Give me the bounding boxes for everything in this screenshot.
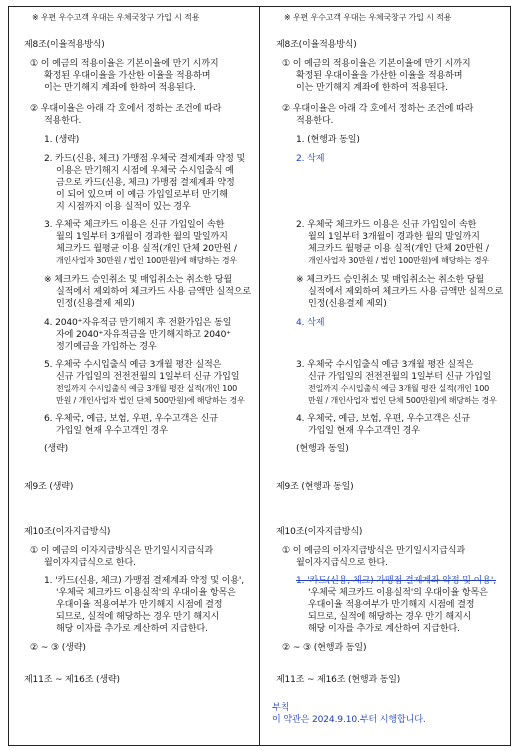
same-as-current: (현행과 동일): [296, 444, 349, 454]
item-5-line: 5. 우체국 수시입출식 예금 3개월 평잔 실적은: [44, 360, 222, 370]
art10-item-line: 되므로, 실적에 해당하는 경우 만기 해지시: [308, 612, 472, 622]
item-2-deleted: 2. 삭제: [296, 154, 325, 164]
addendum-text: 이 약관은 2024.9.10.부터 시행합니다.: [272, 715, 426, 725]
item-1: 1. (현행과 동일): [296, 135, 360, 145]
article-11-16: 제11조 ~ 제16조 (현행과 동일): [276, 675, 401, 685]
art10-para-1-line: ① 이 예금의 이자지급방식은 만기일시지급식과: [282, 546, 466, 556]
item-2-line: 지 시점까지 이용 실적이 있는 경우: [56, 202, 191, 212]
art10-item-line: '우체국 체크카드 이용실적'의 우대이율 항목은: [56, 588, 236, 598]
column-current: [8, 6, 260, 746]
art10-item-line: 해당 이자를 추가로 계산하여 지급한다.: [56, 624, 208, 634]
note-3-line: 실적에서 제외하여 체크카드 사용 금액만 실적으로: [308, 287, 504, 297]
article-9: 제9조 (생략): [24, 482, 74, 492]
para-1-line: 이는 만기해지 계좌에 한하여 적용된다.: [44, 83, 196, 93]
item-5-line: 신규 가입일의 전전전월의 1일부터 신규 가입일: [308, 372, 492, 382]
note-3-line: 실적에서 제외하여 체크카드 사용 금액만 실적으로: [56, 287, 252, 297]
art10-para-1-line: 월이자지급식으로 한다.: [296, 558, 388, 568]
item-3-line: 체크카드 월평균 이용 실적(개인 단체 20만원 /: [56, 244, 237, 254]
para-1-line: ① 이 예금의 적용이율은 기본이율에 만기 시까지: [282, 59, 471, 69]
para-1-line: 확정된 우대이율을 가산한 이율을 적용하며: [296, 71, 463, 81]
para-1-line: 이는 만기해지 계좌에 한하여 적용된다.: [296, 83, 448, 93]
article-9: 제9조 (현행과 동일): [276, 482, 354, 492]
item-6-line: 4. 우체국, 예금, 보험, 우편, 우수고객은 신규: [296, 414, 470, 424]
art10-item-line: 되므로, 실적에 해당하는 경우 만기 해지시: [56, 612, 220, 622]
top-note: ※ 우편 우수고객 우대는 우체국창구 가입 시 적용: [284, 13, 452, 22]
item-3-line: 개인사업자 30만원 / 법인 100만원)에 해당하는 경우: [56, 256, 237, 265]
note-3-line: ※ 체크카드 승인취소 및 매입취소는 취소한 당월: [296, 275, 484, 285]
document-page: [8, 6, 511, 746]
item-5-line: 만원 / 개인사업자 법인 단체 500만원)에 해당하는 경우: [56, 396, 245, 405]
item-6-line: 가입일 현재 우수고객인 경우: [308, 426, 420, 436]
item-2-line: 2. 카드(신용, 체크) 가맹점 우체국 결제계좌 약정 및: [44, 154, 246, 164]
item-6-line: 가입일 현재 우수고객인 경우: [56, 426, 168, 436]
art10-item-line: 해당 이자를 추가로 계산하여 지급한다.: [308, 624, 460, 634]
item-5-line: 만원 / 개인사업자 법인 단체 500만원)에 해당하는 경우: [308, 396, 497, 405]
top-note: ※ 우편 우수고객 우대는 우체국창구 가입 시 적용: [32, 13, 200, 22]
item-3-line: 월의 1일부터 3개월이 경과한 월의 말일까지: [308, 232, 480, 242]
note-3-line: 인정(신용결제 제외): [56, 299, 135, 309]
para-2-line: ② 우대이율은 아래 각 호에서 정하는 조건에 따라: [282, 104, 474, 114]
item-5-line: 전일까지 수시입출식 예금 3개월 평잔 실적(개인 100: [308, 384, 490, 393]
art10-para-2-3: ② ~ ③ (현행과 동일): [282, 643, 367, 653]
art10-para-1-line: 월이자지급식으로 한다.: [44, 558, 136, 568]
art10-para-1-line: ① 이 예금의 이자지급방식은 만기일시지급식과: [30, 546, 214, 556]
para-2-line: ② 우대이율은 아래 각 호에서 정하는 조건에 따라: [30, 104, 222, 114]
item-2-line: 이용은 만기해지 시점에 우체국 수시입출식 예: [56, 166, 234, 176]
item-1: 1. (생략): [44, 135, 80, 145]
article-11-16: 제11조 ~ 제16조 (생략): [24, 675, 120, 685]
item-5-line: 3. 우체국 수시입출식 예금 3개월 평잔 실적은: [296, 360, 474, 370]
art10-item-line: 우대이율 적용여부가 만기해지 시점에 결정: [308, 600, 475, 610]
art10-item-line: '우체국 체크카드 이용실적'의 우대이율 항목은: [308, 588, 488, 598]
item-5-line: 신규 가입일의 전전전월의 1일부터 신규 가입일: [56, 372, 240, 382]
para-1-line: ① 이 예금의 적용이율은 기본이율에 만기 시까지: [30, 59, 219, 69]
item-3-line: 월의 1일부터 3개월이 경과한 월의 말일까지: [56, 232, 228, 242]
omitted-text: (생략): [44, 444, 69, 454]
column-revised: [260, 6, 511, 746]
item-3-line: 2. 우체국 체크카드 이용은 신규 가입일이 속한: [296, 220, 477, 230]
item-2-line: 금으로 카드(신용, 체크) 가맹점 결제계좌 약정: [56, 178, 235, 188]
item-4-deleted: 4. 삭제: [296, 318, 325, 328]
art10-item-line: 1. '카드(신용, 체크) 가맹점 결제계좌 약정 및 이용',: [44, 576, 244, 586]
item-3-line: 개인사업자 30만원 / 법인 100만원)에 해당하는 경우: [308, 256, 489, 265]
art10-para-2-3: ② ~ ③ (생략): [30, 643, 86, 653]
note-3-line: ※ 체크카드 승인취소 및 매입취소는 취소한 당월: [44, 275, 232, 285]
item-4-line: 정기예금을 가입하는 경우: [56, 342, 157, 352]
item-3-line: 3. 우체국 체크카드 이용은 신규 가입일이 속한: [44, 220, 225, 230]
item-3-line: 체크카드 월평균 이용 실적(개인 단체 20만원 /: [308, 244, 489, 254]
para-2-line: 적용한다.: [296, 116, 334, 126]
para-1-line: 확정된 우대이율을 가산한 이율을 적용하며: [44, 71, 211, 81]
item-5-line: 전일까지 수시입출식 예금 3개월 평잔 실적(개인 100: [56, 384, 238, 393]
note-3-line: 인정(신용결제 제외): [308, 299, 387, 309]
article-8-title: 제8조(이율적용방식): [24, 40, 105, 50]
article-8-title: 제8조(이율적용방식): [276, 40, 357, 50]
item-4-line: 자에 2040⁺자유적금을 만기해지하고 2040⁺: [56, 330, 231, 340]
article-10-title: 제10조(이자지급방식): [24, 527, 111, 537]
item-4-line: 4. 2040⁺자유적금 만기해지 후 전환가입은 동일: [44, 318, 232, 328]
item-6-line: 6. 우체국, 예금, 보험, 우편, 우수고객은 신규: [44, 414, 218, 424]
art10-item-line: 우대이율 적용여부가 만기해지 시점에 결정: [56, 600, 223, 610]
addendum-title: 부칙: [272, 703, 290, 713]
art10-item-line-struck: 1. '카드(신용, 체크) 가맹점 결제계좌 약정 및 이용',: [296, 576, 496, 586]
para-2-line: 적용한다.: [44, 116, 82, 126]
article-10-title: 제10조(이자지급방식): [276, 527, 363, 537]
item-2-line: 이 되어 있으며 이 예금 가입일로부터 만기해: [56, 190, 228, 200]
